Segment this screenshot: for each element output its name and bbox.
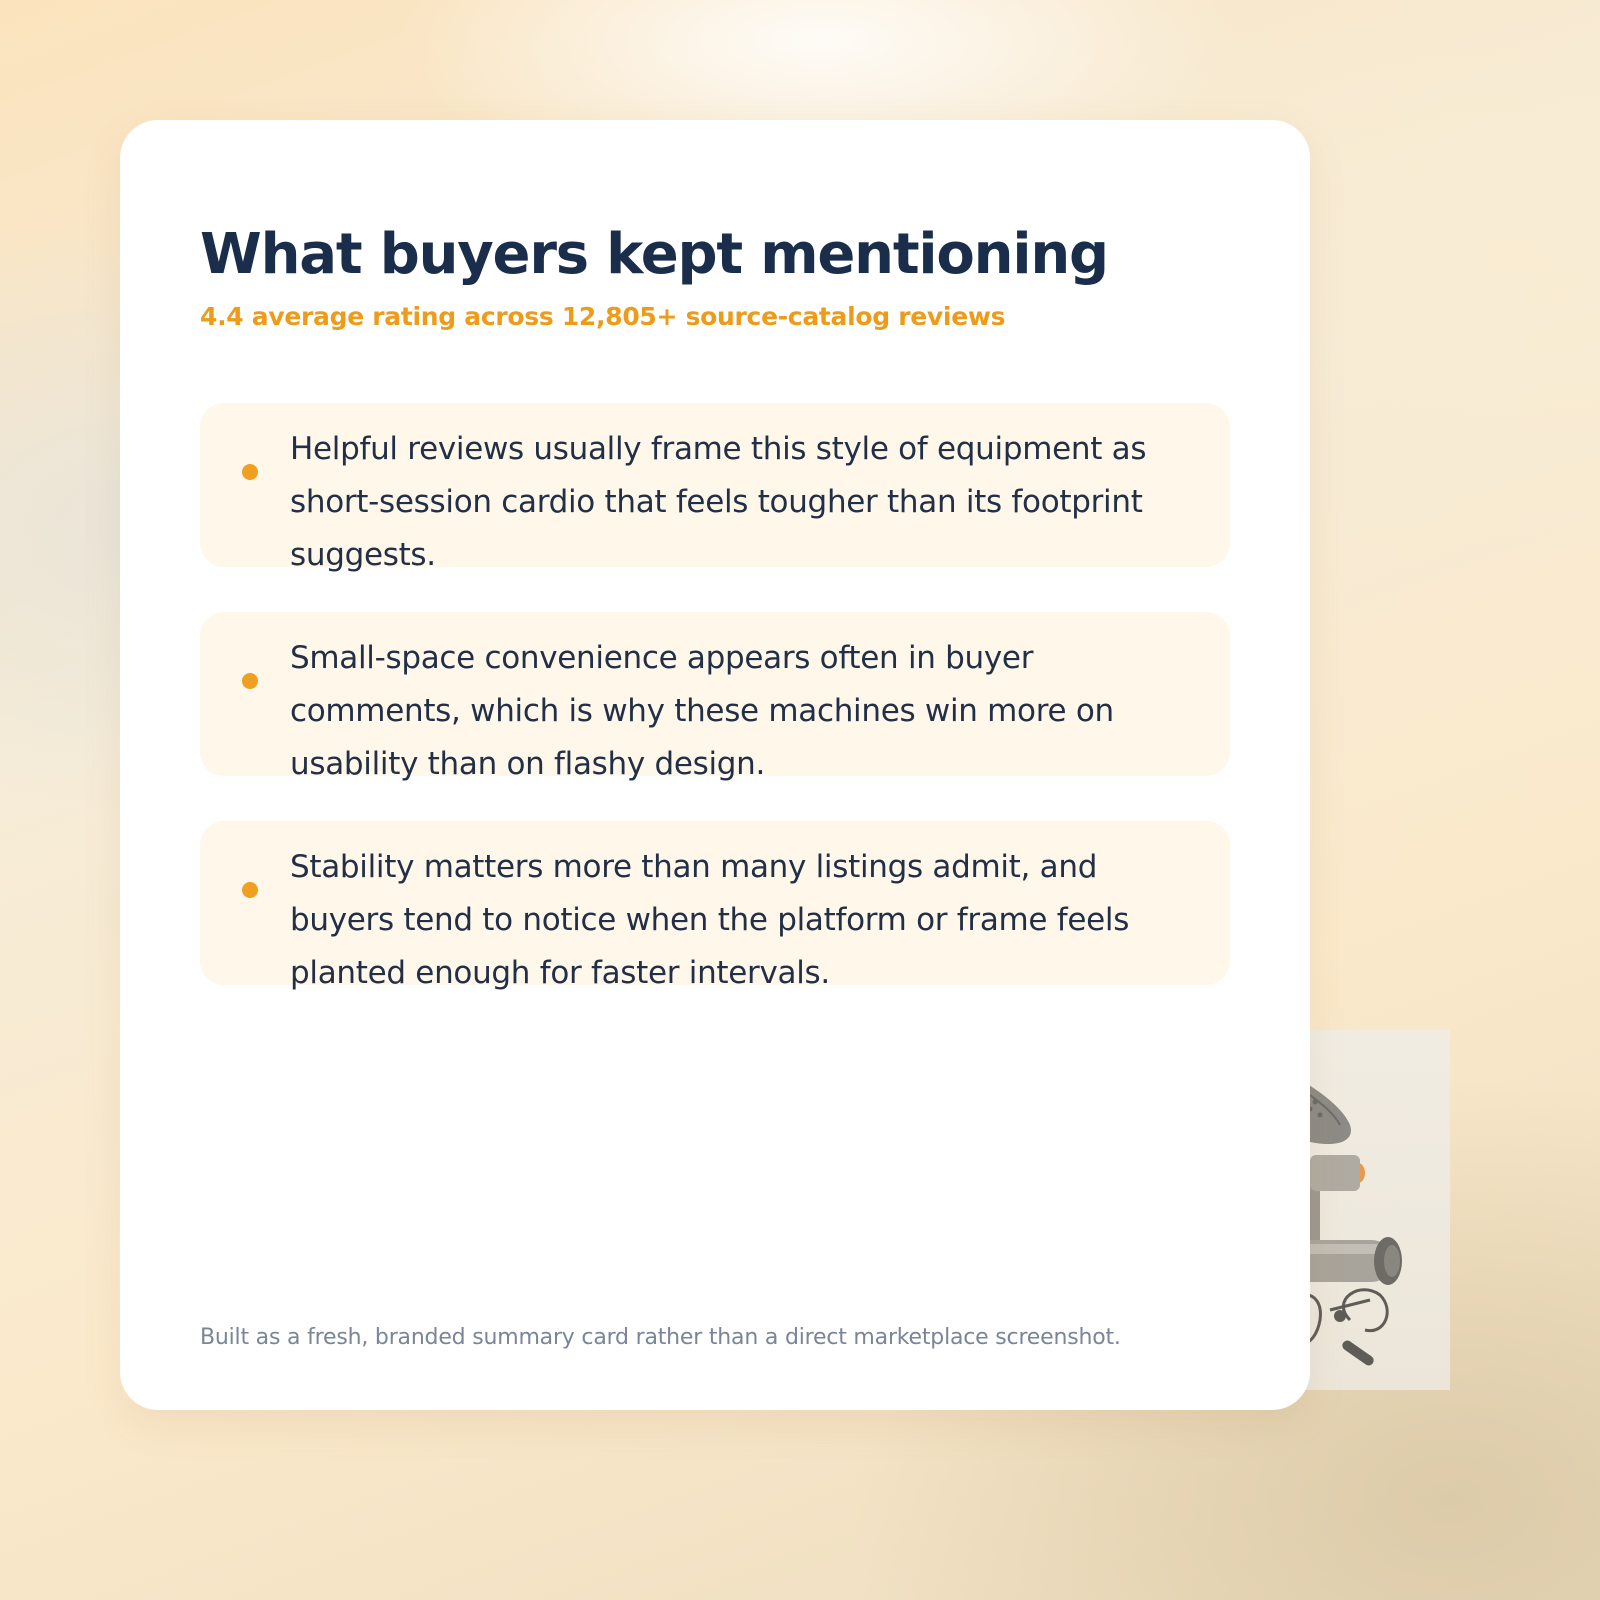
- card-title: What buyers kept mentioning: [200, 222, 1108, 287]
- highlight-text: Stability matters more than many listings admit, and buyers tend to notice when the platform or frame feels planted enough for faster intervals.: [290, 849, 1130, 991]
- highlight-item: [200, 403, 1230, 573]
- highlight-item: [200, 821, 1230, 991]
- highlight-text: Small-space convenience appears often in buyer comments, which is why these machines win more on usability than on flashy design.: [290, 640, 1114, 782]
- highlight-text: Helpful reviews usually frame this style of equipment as short-session cardio that feels tougher than its footprint suggests.: [290, 431, 1147, 573]
- highlight-item: [200, 612, 1230, 782]
- bullet-dot-icon: [242, 464, 258, 480]
- reviews-summary-card: [120, 120, 1310, 1410]
- rating-summary: 4.4 average rating across 12,805+ source-catalog reviews: [200, 302, 1006, 331]
- bullet-dot-icon: [242, 882, 258, 898]
- footnote: Built as a fresh, branded summary card rather than a direct marketplace screenshot.: [200, 1325, 1121, 1350]
- bullet-dot-icon: [242, 673, 258, 689]
